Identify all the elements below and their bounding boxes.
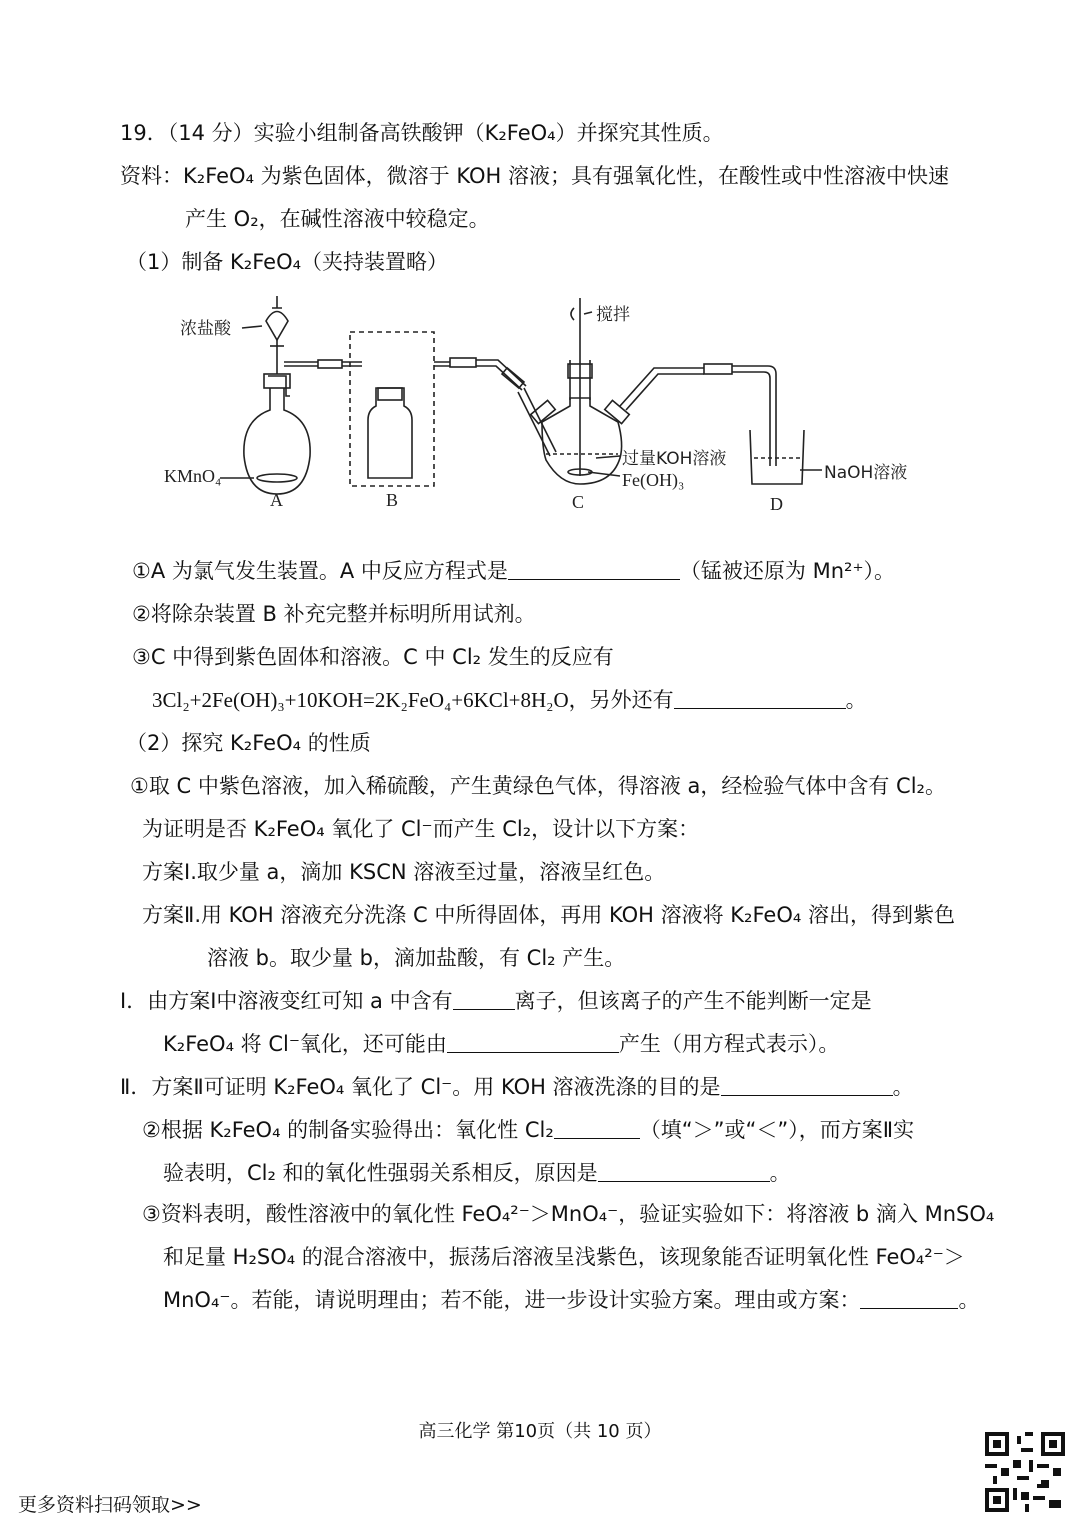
label-d: D: [770, 494, 783, 514]
part1-q1: ①A 为氯气发生装置。A 中反应方程式是 （锰被还原为 Mn²⁺）。: [132, 559, 896, 583]
scheme-2b: 溶液 b。取少量 b，滴加盐酸，有 Cl₂ 产生。: [207, 946, 626, 970]
part2-q3-line2: 和足量 H₂SO₄ 的混合溶液中，振荡后溶液呈浅紫色，该现象能否证明氧化性 FeO₄²⁻＞: [163, 1245, 965, 1269]
part1-title: （1）制备 K₂FeO₄（夹持装置略）: [126, 250, 449, 274]
answer-blank[interactable]: [453, 987, 515, 1010]
label-hcl: 浓盐酸: [180, 319, 231, 339]
answer-blank[interactable]: [721, 1073, 893, 1096]
item-i-cont: K₂FeO₄ 将 Cl⁻氧化，还可能由 产生（用方程式表示）。: [163, 1032, 840, 1056]
question-title: 19．（14 分）实验小组制备高铁酸钾（K₂FeO₄）并探究其性质。: [120, 121, 724, 145]
label-koh: 过量KOH溶液: [622, 449, 727, 469]
part2-q2-cont: 验表明，Cl₂ 和的氧化性强弱关系相反，原因是 。: [163, 1161, 791, 1185]
answer-blank[interactable]: [598, 1159, 770, 1182]
item-ii: Ⅱ．方案Ⅱ可证明 K₂FeO₄ 氧化了 Cl⁻。用 KOH 溶液洗涤的目的是 。: [120, 1075, 914, 1099]
scheme-2a: 方案Ⅱ.用 KOH 溶液充分洗涤 C 中所得固体，再用 KOH 溶液将 K₂FeO₄ 溶出，得到紫色: [142, 903, 955, 927]
item-i: Ⅰ．由方案Ⅰ中溶液变红可知 a 中含有 离子，但该离子的产生不能判断一定是: [120, 989, 872, 1013]
part1-q3: ③C 中得到紫色固体和溶液。C 中 Cl₂ 发生的反应有: [132, 645, 614, 669]
page-footer: 高三化学 第10页（共 10 页）: [418, 1421, 662, 1442]
label-feoh3: Fe(OH)₃: [622, 470, 685, 490]
qr-code-icon[interactable]: [985, 1432, 1065, 1512]
label-kmno4: KMnO₄: [164, 466, 222, 486]
label-a: A: [270, 490, 283, 510]
more-resources-link[interactable]: 更多资料扫码领取>>: [18, 1494, 202, 1516]
answer-blank[interactable]: [674, 686, 846, 709]
info-line-1: 资料：K₂FeO₄ 为紫色固体，微溶于 KOH 溶液；具有强氧化性，在酸性或中性溶液中快速: [120, 164, 949, 188]
answer-blank[interactable]: [447, 1030, 619, 1053]
label-stir: 搅拌: [596, 305, 630, 325]
apparatus-diagram: [150, 288, 940, 526]
label-naoh: NaOH溶液: [824, 463, 908, 483]
part2-p1: ①取 C 中紫色溶液，加入稀硫酸，产生黄绿色气体，得溶液 a，经检验气体中含有 Cl₂。: [130, 774, 946, 798]
answer-blank[interactable]: [554, 1116, 640, 1139]
label-c: C: [572, 492, 585, 512]
part2-q3: ③资料表明，酸性溶液中的氧化性 FeO₄²⁻＞MnO₄⁻，验证实验如下：将溶液 b 滴入 MnSO₄: [142, 1202, 995, 1226]
label-b: B: [386, 490, 399, 510]
part1-q3-equation: 3Cl₂+2Fe(OH)₃+10KOH=2K₂FeO₄+6KCl+8H₂O，另外还有 。: [152, 688, 867, 712]
answer-blank[interactable]: [860, 1286, 958, 1309]
scheme-1: 方案Ⅰ.取少量 a，滴加 KSCN 溶液至过量，溶液呈红色。: [142, 860, 666, 884]
part1-q2: ②将除杂装置 B 补充完整并标明所用试剂。: [132, 602, 536, 626]
part2-p1b: 为证明是否 K₂FeO₄ 氧化了 Cl⁻而产生 Cl₂，设计以下方案：: [142, 817, 700, 841]
info-line-2: 产生 O₂，在碱性溶液中较稳定。: [185, 207, 490, 231]
part2-q3-line3: MnO₄⁻。若能，请说明理由；若不能，进一步设计实验方案。理由或方案： 。: [163, 1288, 980, 1312]
part2-q2: ②根据 K₂FeO₄ 的制备实验得出：氧化性 Cl₂ （填“＞”或“＜”），而方案Ⅱ实: [142, 1118, 915, 1142]
part2-title: （2）探究 K₂FeO₄ 的性质: [126, 731, 371, 755]
answer-blank[interactable]: [508, 557, 680, 580]
